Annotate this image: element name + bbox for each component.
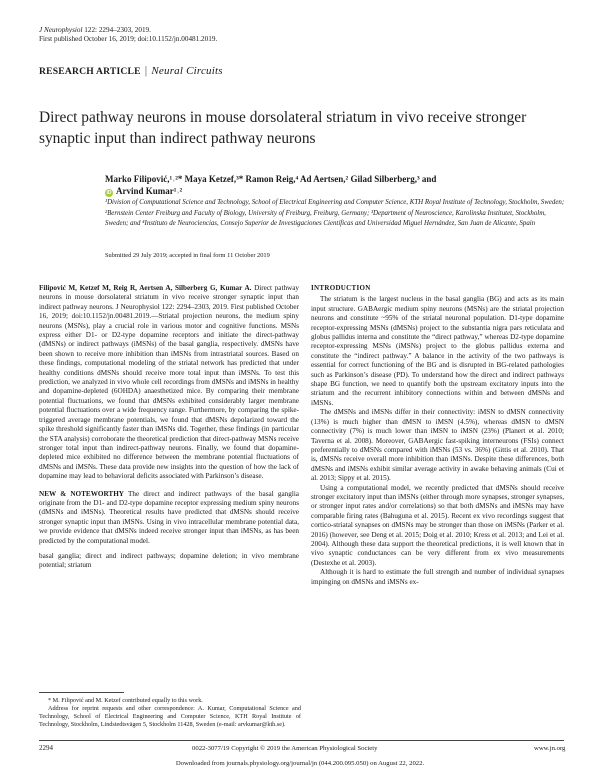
keywords: basal ganglia; direct and indirect pathways; dopamine deletion; in vivo membrane potential; striatum bbox=[39, 551, 299, 570]
intro-paragraph: The dMSNs and iMSNs differ in their connectivity: iMSN to dMSN connectivity (13%) is much higher than dMSN to iMSN (4.5%), whereas dMSN to dMSN connectivity (7%) is much lower than iMSN to iMSN (23%) (Planert et al. 2010; Taverna et al. 2008). Moreover, GABAergic fast-spiking interneurons (FSIs) connect preferentially to dMSNs compared with iMSNs (53 vs. 36%) (Gittis et al. 2010). That is, dMSNs receive overall more inhibition than iMSNs. Despite these differences, both dMSNs and iMSNs exhibit similar average activity in awake behaving animals (Cui et al. 2013; Sippy et al. 2015). bbox=[311, 408, 564, 483]
abstract-body: Direct pathway neurons in mouse dorsolateral striatum in vivo receive stronger synaptic input than indirect pathway neurons. J Neurophysiol 122: 2294–2303, 2019. First published October 16, 2019; doi:10.1152/jn.00481.2019.—Striatal projection neurons, the medium spiny neurons (MSNs), play a crucial role in various motor and cognitive functions. MSNs express either D1- or D2-type dopamine receptors and initiate the direct-pathway (dMSNs) or indirect pathways (iMSNs) of the basal ganglia, respectively. dMSNs have been shown to receive more inhibition than iMSNs from intrastriatal sources. Based on these findings, computational modeling of the striatal network has predicted that under healthy conditions dMSNs should receive more total input than iMSNs. To test this prediction, we analyzed in vivo whole cell recordings from dMSNs and iMSNs in healthy and dopamine-depleted (6OHDA) anaesthetized mice. By comparing their membrane potential fluctuations, we found that dMSNs exhibited considerably larger membrane potential fluctuations over a wide frequency range. Furthermore, by comparing the spike-triggered average membrane potentials, we found that dMSNs depolarized toward the spike threshold significantly faster than iMSNs did. Together, these findings (in particular the STA analysis) corroborate the theoretical prediction that direct-pathway MSNs receive stronger total input than indirect-pathway neurons. Finally, we found that dopamine-depleted mice exhibited no difference between the membrane potential fluctuations of dMSNs and iMSNs. These data provide new insights into the question of how the lack of dopamine may lead to behavioral deficits associated with Parkinson’s disease. bbox=[39, 284, 300, 481]
first-published-line: First published October 16, 2019; doi:10.1152/jn.00481.2019. bbox=[39, 35, 218, 43]
author-list bbox=[105, 173, 535, 197]
footer-divider bbox=[39, 740, 564, 741]
copyright-line: 0022-3077/19 Copyright © 2019 the American Physiological Society bbox=[192, 745, 378, 752]
intro-paragraph: Using a computational model, we recently predicted that dMSNs should receive stronger excitatory input than iMSNs (either through more synapses, stronger synapses, or stronger input rates and/or correlations) so that both dMSNs and iMSNs may have comparable firing rates (Bahuguna et al. 2015). Recent ex vivo recordings suggest that cortico-striatal synapses on dMSNs may be stronger than those on iMSNs (Parker et al. 2016) (however, see Deng et al. 2015; Doig et al. 2010; Kress et al. 2013; and Lei et al. 2004). Although these data support the theoretical predictions, it is well known that in vivo synaptic conductances can be very different from ex vivo measurements (Destexhe et al. 2003). bbox=[311, 483, 564, 567]
new-noteworthy-body: The direct and indirect pathways of the basal ganglia originate from the D1- and D2-type dopamine receptor expressing medium spiny neurons (dMSNs and iMSNs). Theoretical results have predicted that dMSNs should receive stronger synaptic input than iMSNs. Using in vivo intracellular membrane potential data, we provide evidence that dMSNs indeed receive stronger input than iMSNs, as has been predicted by the computational model. bbox=[39, 489, 299, 545]
abstract-citation-head: Filipović M, Ketzef M, Reig R, Aertsen A, Silberberg G, Kumar A. bbox=[39, 284, 252, 292]
abstract bbox=[39, 284, 299, 482]
journal-ref: 122: 2294–2303, 2019. bbox=[84, 26, 151, 34]
new-noteworthy-heading: NEW & NOTEWORTHY bbox=[39, 489, 125, 498]
page-number: 2294 bbox=[39, 744, 53, 752]
introduction-column bbox=[311, 284, 564, 587]
intro-paragraph: The striatum is the largest nucleus in the basal ganglia (BG) and acts as its main input structure. GABAergic medium spiny neurons (MSNs) are the striatal projection neurons and constitute ~95% of the striatal neuronal population. D1-type dopamine receptor-expressing MSNs (dMSNs) project to the substantia nigra pars reticulata and globus pallidus interna and constitute the “direct pathway,” whereas D2-type dopamine receptor-expressing MSNs (iMSNs) project to the globus pallidus externa and constitute the “indirect pathway.” A balance in the activity of the two pathways is essential for correct functioning of the BG and is disrupted in BG-related pathologies such as Parkinson’s disease (PD). To understand how the direct and indirect pathways shape BG function, we need to quantify both the upstream excitatory inputs into the striatum and the recurrent inhibitory connections within and between dMSNs and iMSNs. bbox=[311, 295, 564, 407]
journal-name: J Neurophysiol bbox=[39, 26, 83, 34]
journal-website-link[interactable]: www.jn.org bbox=[534, 745, 566, 752]
equal-contribution-note: * M. Filipović and M. Ketzef contributed equally to this work. bbox=[48, 697, 203, 704]
article-type-label: RESEARCH ARTICLE bbox=[39, 66, 141, 77]
author-line-2: Arvind Kumar¹˒² bbox=[116, 186, 183, 196]
footnotes bbox=[39, 697, 301, 729]
journal-citation bbox=[39, 26, 151, 35]
intro-paragraph: Although it is hard to estimate the full strength and number of individual synapses impinging on dMSNs and iMSNs ex- bbox=[311, 568, 564, 586]
footnote-divider bbox=[39, 692, 124, 693]
download-notice: Downloaded from journals.physiology.org/journal/jn (044.200.095.050) on August 22, 2022. bbox=[175, 760, 425, 767]
article-type-heading bbox=[39, 64, 223, 78]
article-type-separator: | bbox=[144, 63, 148, 77]
introduction-heading: INTRODUCTION bbox=[311, 284, 371, 292]
abstract-column bbox=[39, 284, 299, 571]
article-section: Neural Circuits bbox=[151, 65, 223, 77]
new-noteworthy bbox=[39, 490, 299, 546]
correspondence-note: Address for reprint requests and other correspondence: A. Kumar, Computational Science and Technology, School of Electrical Engineering and Computer Science, KTH Royal Institute of Technology, Stockholm, Lindstedtsvägen 5, Stockholm 11428, Sweden (e-mail: arvkumar@kth.se). bbox=[39, 705, 301, 728]
received-dates: Submitted 29 July 2019; accepted in final form 11 October 2019 bbox=[105, 252, 270, 259]
author-line-1: Marko Filipović,¹˒²* Maya Ketzef,³* Ramon Reig,⁴ Ad Aertsen,² Gilad Silberberg,³ and bbox=[105, 174, 437, 184]
article-title: Direct pathway neurons in mouse dorsolateral striatum in vivo receive stronger synaptic input than indirect pathway neurons bbox=[39, 109, 527, 147]
affiliations: ¹Division of Computational Science and Technology, School of Electrical Engineering and Computer Science, KTH Royal Institute of Technology, Stockholm, Sweden; ²Bernstein Center Freiburg and Faculty of Biology, University of Freiburg, Freiburg, Germany; ³Department of Neuroscience, Karolinska Institutet, Stockholm, Sweden; and ⁴Instituto de Neurociencias, Consejo Superior de Investigaciones Científicas and Universidad Miguel Hernández, San Juan de Alicante, Spain bbox=[105, 199, 565, 227]
orcid-icon[interactable]: iD bbox=[106, 190, 112, 196]
